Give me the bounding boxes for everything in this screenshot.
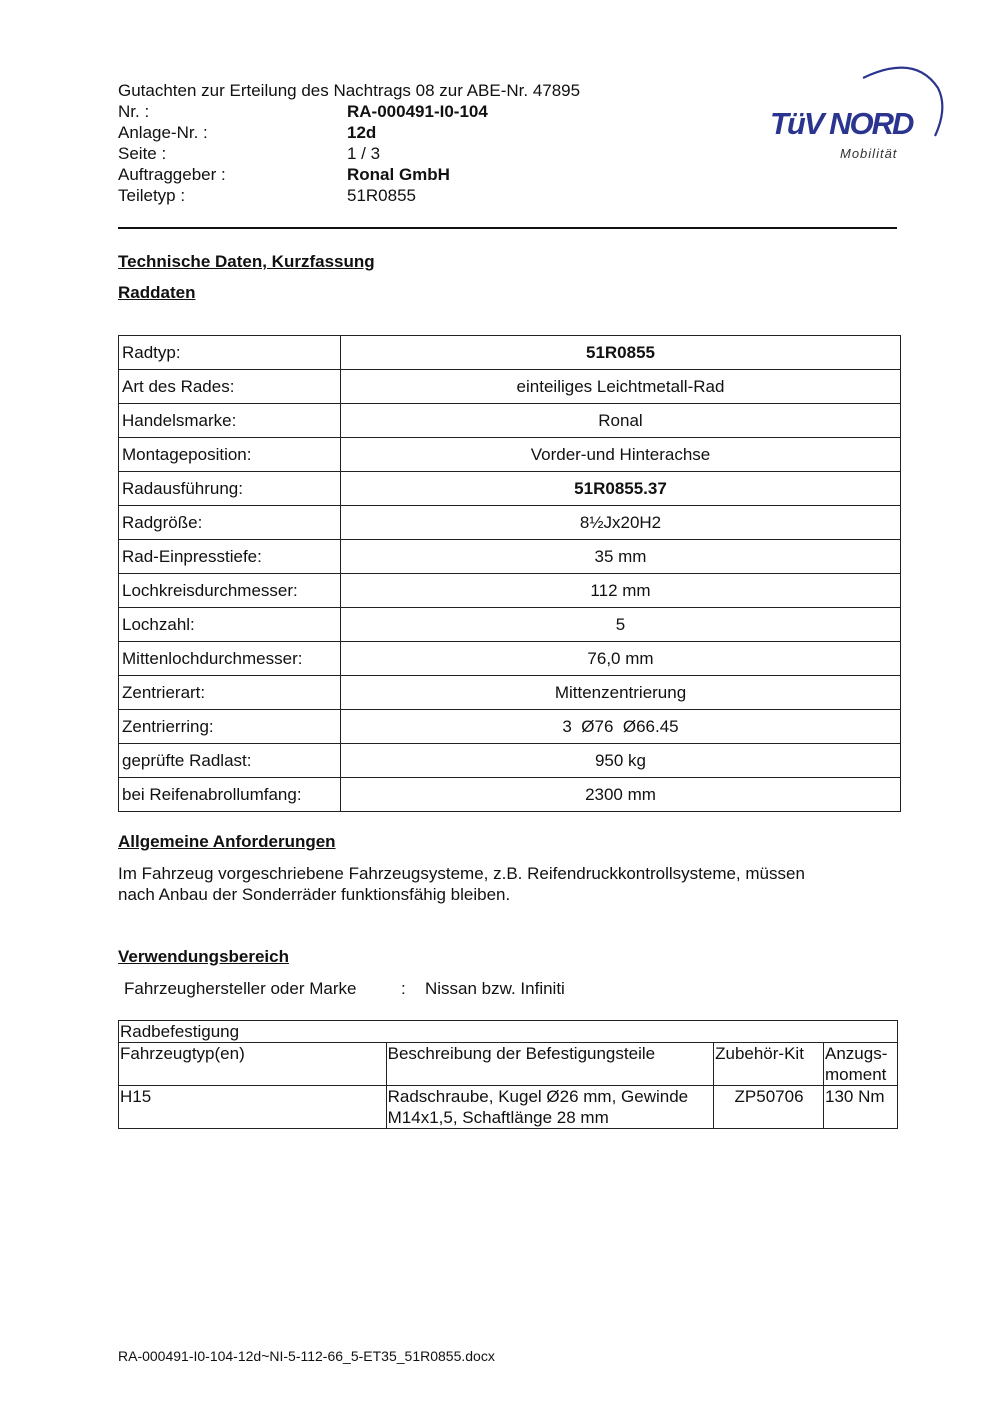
spec-label: Handelsmarke: bbox=[119, 404, 341, 438]
spec-value: 76,0 mm bbox=[341, 642, 901, 676]
table-row bbox=[119, 540, 901, 574]
wheel-data-table bbox=[118, 335, 901, 812]
spec-label: Art des Rades: bbox=[119, 370, 341, 404]
spec-value: einteiliges Leichtmetall-Rad bbox=[341, 370, 901, 404]
spec-value: 2300 mm bbox=[341, 778, 901, 812]
header-torque-line-1: Anzugs- bbox=[825, 1044, 888, 1063]
nr-label: Nr. : bbox=[118, 102, 150, 121]
usage-heading: Verwendungsbereich bbox=[118, 947, 289, 966]
anlage-label: Anlage-Nr. : bbox=[118, 123, 208, 142]
manufacturer-label: Fahrzeughersteller oder Marke bbox=[124, 979, 357, 998]
table-row bbox=[119, 336, 901, 370]
spec-label: Lochzahl: bbox=[119, 608, 341, 642]
spec-label: Radausführung: bbox=[119, 472, 341, 506]
table-row bbox=[119, 472, 901, 506]
cell-kit: ZP50706 bbox=[714, 1086, 824, 1129]
table-row bbox=[119, 710, 901, 744]
document-title: Gutachten zur Erteilung des Nachtrags 08 zur ABE-Nr. 47895 bbox=[118, 81, 581, 100]
cell-vehicle-type: H15 bbox=[119, 1086, 387, 1129]
table-row bbox=[119, 438, 901, 472]
table-row bbox=[119, 744, 901, 778]
spec-value: 51R0855 bbox=[341, 336, 901, 370]
header-description: Beschreibung der Befestigungsteile bbox=[386, 1043, 713, 1086]
manufacturer-value: Nissan bzw. Infiniti bbox=[425, 979, 565, 998]
spec-label: Zentrierart: bbox=[119, 676, 341, 710]
header-divider bbox=[118, 227, 897, 229]
mounting-title-row bbox=[119, 1021, 898, 1043]
technical-heading: Technische Daten, Kurzfassung bbox=[118, 252, 375, 271]
table-row bbox=[119, 574, 901, 608]
spec-value: Mittenzentrierung bbox=[341, 676, 901, 710]
spec-value: Vorder-und Hinterachse bbox=[341, 438, 901, 472]
footer-filename: RA-000491-I0-104-12d~NI-5-112-66_5-ET35_51R0855.docx bbox=[118, 1348, 495, 1364]
logo-subtitle: Mobilität bbox=[840, 146, 898, 161]
spec-value: Ronal bbox=[341, 404, 901, 438]
table-row bbox=[119, 506, 901, 540]
spec-value: 51R0855.37 bbox=[341, 472, 901, 506]
spec-value: 950 kg bbox=[341, 744, 901, 778]
table-row bbox=[119, 404, 901, 438]
spec-label: Montageposition: bbox=[119, 438, 341, 472]
spec-label: Radgröße: bbox=[119, 506, 341, 540]
general-text-line-2: nach Anbau der Sonderräder funktionsfähig bleiben. bbox=[118, 885, 511, 904]
spec-value: 5 bbox=[341, 608, 901, 642]
spec-label: Zentrierring: bbox=[119, 710, 341, 744]
seite-value: 1 / 3 bbox=[347, 144, 381, 163]
table-row bbox=[119, 608, 901, 642]
table-row bbox=[119, 1086, 898, 1129]
mounting-title: Radbefestigung bbox=[119, 1021, 898, 1043]
mounting-header-row bbox=[119, 1043, 898, 1086]
auftraggeber-value: Ronal GmbH bbox=[347, 165, 450, 184]
auftraggeber-label: Auftraggeber : bbox=[118, 165, 226, 184]
cell-torque: 130 Nm bbox=[824, 1086, 898, 1129]
header-torque-line-2: moment bbox=[825, 1065, 887, 1084]
mounting-table bbox=[118, 1020, 898, 1129]
table-row bbox=[119, 778, 901, 812]
header-vehicle-type: Fahrzeugtyp(en) bbox=[119, 1043, 387, 1086]
spec-value: 112 mm bbox=[341, 574, 901, 608]
spec-label: bei Reifenabrollumfang: bbox=[119, 778, 341, 812]
spec-label: Rad-Einpresstiefe: bbox=[119, 540, 341, 574]
spec-value: 8½Jx20H2 bbox=[341, 506, 901, 540]
header-torque bbox=[824, 1043, 898, 1086]
cell-description-line-1: Radschraube, Kugel Ø26 mm, Gewinde bbox=[387, 1087, 689, 1106]
spec-label: geprüfte Radlast: bbox=[119, 744, 341, 778]
table-row bbox=[119, 676, 901, 710]
seite-label: Seite : bbox=[118, 144, 167, 163]
teiletyp-label: Teiletyp : bbox=[118, 186, 186, 205]
cell-description-line-2: M14x1,5, Schaftlänge 28 mm bbox=[387, 1108, 609, 1127]
nr-value: RA-000491-I0-104 bbox=[347, 102, 488, 121]
spec-label: Radtyp: bbox=[119, 336, 341, 370]
logo-brand: TüV NORD bbox=[770, 106, 913, 141]
cell-description bbox=[386, 1086, 713, 1129]
spec-value: 3 Ø76 Ø66.45 bbox=[341, 710, 901, 744]
tuv-nord-logo bbox=[760, 58, 950, 168]
wheel-heading: Raddaten bbox=[118, 283, 196, 302]
general-heading: Allgemeine Anforderungen bbox=[118, 832, 336, 851]
manufacturer-separator: : bbox=[401, 979, 406, 998]
table-row bbox=[119, 370, 901, 404]
spec-label: Lochkreisdurchmesser: bbox=[119, 574, 341, 608]
header-accessory-kit: Zubehör-Kit bbox=[714, 1043, 824, 1086]
general-text-line-1: Im Fahrzeug vorgeschriebene Fahrzeugsysteme, z.B. Reifendruckkontrollsysteme, müssen bbox=[118, 864, 805, 883]
spec-label: Mittenlochdurchmesser: bbox=[119, 642, 341, 676]
table-row bbox=[119, 642, 901, 676]
anlage-value: 12d bbox=[347, 123, 377, 142]
spec-value: 35 mm bbox=[341, 540, 901, 574]
teiletyp-value: 51R0855 bbox=[347, 186, 417, 205]
